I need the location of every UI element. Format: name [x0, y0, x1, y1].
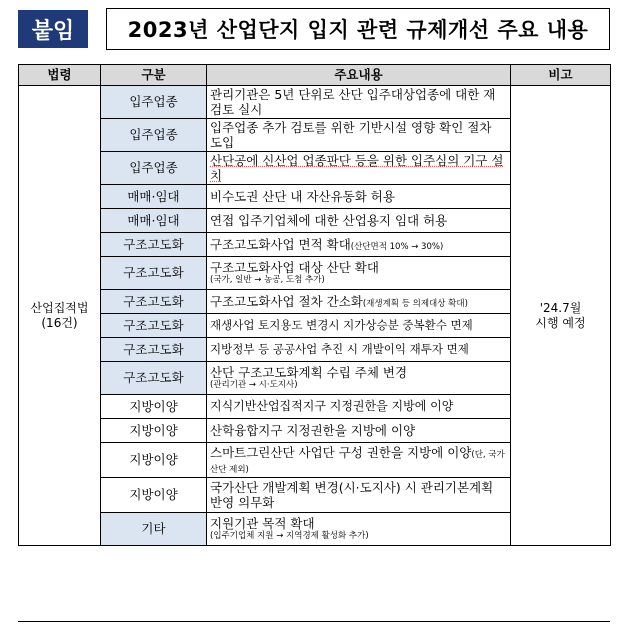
content-cell: [207, 478, 511, 513]
content-cell: [207, 257, 511, 290]
content-cell: [207, 209, 511, 233]
category-cell: 기타: [101, 513, 207, 546]
page-title: 2023년 산업단지 입지 관련 규제개선 주요 내용: [106, 8, 610, 50]
content-text: 산단공에 신산업 업종판단 등을 위한 입주심의 기구 설치: [210, 152, 504, 183]
content-text: 재생사업 토지용도 변경시 지가상승분 중복환수 면제: [210, 318, 473, 333]
header-content: 주요내용: [207, 65, 511, 86]
content-cell: [207, 152, 511, 185]
content-cell: [207, 513, 511, 546]
category-cell: 지방이양: [101, 478, 207, 513]
content-cell: [207, 119, 511, 152]
content-text: 국가산단 개발계획 변경(시·도지사) 시 관리기본계획 반영 의무화: [210, 479, 494, 510]
category-cell: 입주업종: [101, 119, 207, 152]
content-text: 스마트그린산단 사업단 구성 권한을 지방에 이양: [210, 444, 472, 460]
category-cell: 지방이양: [101, 395, 207, 419]
content-cell: [207, 443, 511, 478]
content-cell: [207, 233, 511, 257]
remark-cell: [511, 86, 611, 546]
table-header-row: [19, 65, 611, 86]
content-cell: [207, 419, 511, 443]
content-cell: [207, 314, 511, 338]
content-text: 지원기관 목적 확대: [210, 515, 315, 531]
content-subtext: (단, 국가산단 제외): [210, 449, 505, 475]
category-cell: 입주업종: [101, 86, 207, 119]
attachment-badge: 붙임: [18, 10, 88, 48]
content-subtext: (국가, 일반 → 농공, 도첨 추가): [210, 275, 325, 286]
header-remark: 비고: [511, 65, 611, 86]
remark-text: '24.7월 시행 예정: [535, 300, 586, 330]
category-cell: 매매·임대: [101, 185, 207, 209]
category-cell: 구조고도화: [101, 233, 207, 257]
content-subtext: (입주기업체 지원 → 지역경제 활성화 추가): [210, 531, 369, 542]
content-cell: [207, 86, 511, 119]
content-text: 지식기반산업집적지구 지정권한을 지방에 이양: [210, 399, 454, 414]
content-subtext: (재생계획 등 의제대상 확대): [362, 298, 468, 309]
content-cell: [207, 290, 511, 314]
content-text: 지방정부 등 공공사업 추진 시 개발이익 재투자 면제: [210, 342, 469, 357]
category-cell: 지방이양: [101, 419, 207, 443]
content-text: 산학융합지구 지정권한을 지방에 이양: [210, 422, 416, 438]
law-text: 산업집적법 (16건): [30, 300, 89, 330]
content-text: 입주업종 추가 검토를 위한 기반시설 영향 확인 절차 도입: [210, 119, 492, 150]
category-cell: 입주업종: [101, 152, 207, 185]
content-subtext: (산단면적 10% → 30%): [350, 241, 444, 252]
content-text: 산단 구조고도화계획 수립 주체 변경: [210, 364, 408, 380]
content-text: 관리기관은 5년 단위로 산단 입주대상업종에 대한 재검토 실시: [210, 86, 496, 117]
content-cell: [207, 185, 511, 209]
table-row: [19, 86, 611, 119]
law-cell: [19, 86, 101, 546]
category-cell: 구조고도화: [101, 290, 207, 314]
header: [18, 8, 610, 52]
content-cell: [207, 395, 511, 419]
category-cell: 지방이양: [101, 443, 207, 478]
content-text: 비수도권 산단 내 자산유동화 허용: [210, 188, 395, 204]
category-cell: 구조고도화: [101, 338, 207, 362]
content-text: 구조고도화사업 절차 간소화: [210, 293, 363, 309]
category-cell: 구조고도화: [101, 314, 207, 338]
header-category: 구분: [101, 65, 207, 86]
header-law: 법령: [19, 65, 101, 86]
regulation-table: [18, 64, 611, 546]
content-text: 구조고도화사업 면적 확대: [210, 236, 351, 252]
content-cell: [207, 338, 511, 362]
category-cell: 구조고도화: [101, 362, 207, 395]
category-cell: 구조고도화: [101, 257, 207, 290]
content-text: 연접 입주기업체에 대한 산업용지 임대 허용: [210, 212, 448, 228]
content-cell: [207, 362, 511, 395]
category-cell: 매매·임대: [101, 209, 207, 233]
table-continuation-edge: [18, 621, 610, 627]
content-subtext: (관리기관 → 시·도지사): [210, 380, 298, 391]
content-text: 구조고도화사업 대상 산단 확대: [210, 259, 379, 275]
